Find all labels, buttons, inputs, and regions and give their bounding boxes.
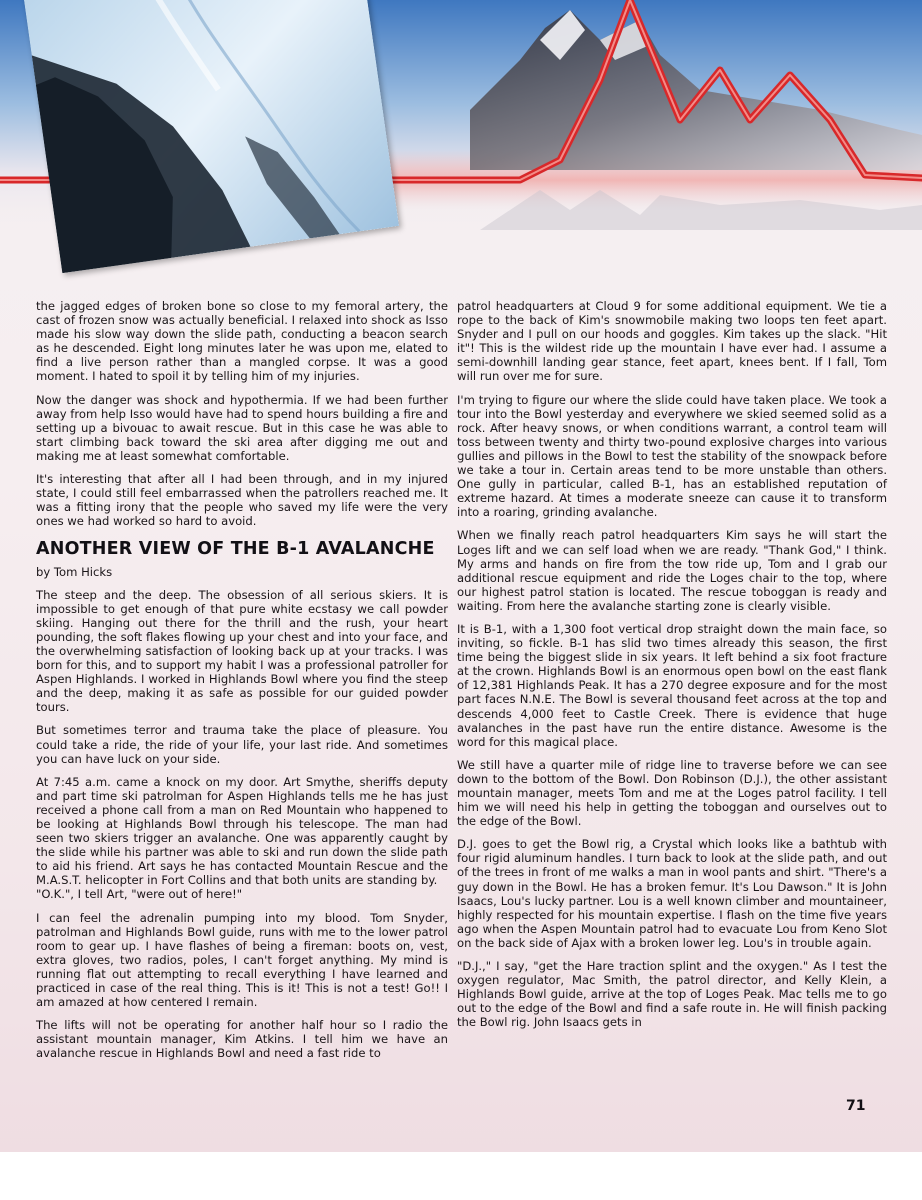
photo-illustration bbox=[22, 0, 399, 273]
story-paragraph: patrol headquarters at Cloud 9 for some additional equipment. We tie a rope to the back of Kim's snowmobile making two loops ten feet apart. Snyder and I pull on our hoods and goggles. Kim takes up the slack. "Hit it"! This is the wildest ride up the mountain I have ever had. I assume a semi-downhill landing gear stance, feet apart, knees bent. If I fall, Tom will run over me for sure. bbox=[457, 299, 887, 384]
story-quote: "O.K.", I tell Art, "were out of here!" bbox=[36, 887, 243, 902]
scan-margin bbox=[0, 1152, 922, 1200]
intro-paragraph: It's interesting that after all I had been through, and in my injured state, I could still feel embarrassed when the patrollers reached me. It was a fitting irony that the people who saved my life were the very ones we had worked so hard to avoid. bbox=[36, 472, 448, 529]
intro-paragraph: Now the danger was shock and hypothermia. If we had been further away from help Isso would have had to spend hours building a fire and setting up a bivouac to await rescue. But in this case he was able to start climbing back toward the ski area after digging me out and making me at least somewhat comfortable. bbox=[36, 392, 448, 463]
page-number: 71 bbox=[846, 1098, 866, 1114]
story-paragraph: We still have a quarter mile of ridge line to traverse before we can see down to the bottom of the Bowl. Don Robinson (D.J.), the other assistant mountain manager, meets Tom and me at the Loges patrol facility. I tell him we will need his help in getting the toboggan and ourselves out to the edge of the Bowl. bbox=[457, 757, 887, 829]
story-paragraph: When we finally reach patrol headquarters Kim says he will start the Loges lift and we can self load when we are ready. "Thank God," I think. My arms and hands on fire from the tow ride up, Tom and I grab our additional rescue equipment and ride the Loges chair to the top, where our highest patrol station is located. The rescue toboggan is ready and waiting. From here the avalanche starting zone is clearly visible. bbox=[457, 528, 887, 613]
story-paragraph: But sometimes terror and trauma take the place of pleasure. You could take a ride, the ride of your life, your last ride. And sometimes you can have luck on your side. bbox=[36, 723, 448, 766]
story-paragraph: D.J. goes to get the Bowl rig, a Crystal which looks like a bathtub with four rigid aluminum handles. I turn back to look at the slide path, and out of the trees in front of me walks a man in wool pants and shirt. "There's a guy down in the Bowl. He has a broken femur. It's Lou Dawson." It is John Isaacs, Lou's lucky partner. Lou is a well known climber and mountaineer, highly respected for his mountain expertise. I flash on the time five years ago when the Aspen Mountain patrol had to evacuate Lou from Keno Slot on the back side of Ajax with a broken lower leg. Lou's in trouble again. bbox=[457, 837, 887, 950]
story-paragraph: "D.J.," I say, "get the Hare traction splint and the oxygen." As I test the oxygen regulator, Mac Smith, the patrol director, and Kelly Klein, a Highlands Bowl guide, arrive at the top of Loges Peak. Mac tells me to go out to the edge of the Bowl and find a safe route in. He will finish packing the Bowl rig. John Isaacs gets in bbox=[457, 959, 887, 1030]
story-paragraph: At 7:45 a.m. came a knock on my door. Art Smythe, sheriffs deputy and part time ski patrolman for Aspen Highlands tells me he has just received a phone call from a man on Red Mountain who happened to be looking at Highlands Bowl through his telescope. The man had seen two skiers trigger an avalanche. One was apparently caught by the slide while his partner was able to ski and run down the slide path to aid his friend. Art says he has contacted Mountain Rescue and the M.A.S.T. helicopter in Fort Collins and that both units are standing by. bbox=[36, 774, 448, 888]
story-paragraph: I'm trying to figure our where the slide could have taken place. We took a tour into the Bowl yesterday and everywhere we skied seemed solid as a rock. After heavy snows, or when conditions warrant, a control team will toss between twenty and thirty two-pound explosive charges into various gullies and pillows in the Bowl to test the stability of the snowpack before we take a tour in. Certain areas tend to be more unstable than others. One gully in particular, called B-1, has an established reputation of extreme hazard. At times a moderate sneeze can cause it to transform into a roaring, grinding avalanche. bbox=[457, 392, 887, 520]
story-paragraph: It is B-1, with a 1,300 foot vertical drop straight down the main face, so inviting, so fickle. B-1 has slid two times already this season, the first time being the biggest slide in six years. It left behind a six foot fracture at the crown. Highlands Bowl is an enormous open bowl on the east flank of 12,381 Highlands Peak. It has a 270 degree exposure and for the most part faces N.N.E. The Bowl is several thousand feet across at the top and descends 4,000 feet to Castle Creek. There is evidence that huge avalanches in the past have run the entire distance. Awesome is the word for this magical place. bbox=[457, 621, 887, 749]
story-paragraph: The lifts will not be operating for another half hour so I radio the assistant mountain manager, Kim Atkins. I tell him we have an avalanche rescue in Highlands Bowl and need a fast ride to bbox=[36, 1018, 448, 1061]
article-headline: ANOTHER VIEW OF THE B-1 AVALANCHE bbox=[36, 539, 435, 560]
right-column bbox=[457, 299, 887, 1039]
left-column bbox=[36, 299, 448, 1070]
story-paragraph: The steep and the deep. The obsession of all serious skiers. It is impossible to get enough of that pure white ecstasy we call powder skiing. Hanging out there for the thrill and the rush, your heart pounding, the soft flakes flowing up your chest and into your face, and the overwhelming satisfaction of looking back up at your tracks. I was born for this, and to support my habit I was a professional patroller for Aspen Highlands. I worked in Highlands Bowl where you find the steep and the deep, making it as safe as possible for our guided powder tours. bbox=[36, 587, 448, 715]
story-paragraph: I can feel the adrenalin pumping into my blood. Tom Snyder, patrolman and Highlands Bowl guide, runs with me to the lower patrol room to gear up. I have flashes of being a fireman: boots on, vest, extra gloves, two radios, poles, I can't forget anything. My mind is running flat out attempting to recall everything I have learned and practiced in case of the real thing. This is it! This is not a test! Go!! I am amazed at how centered I remain. bbox=[36, 910, 448, 1010]
intro-paragraph: the jagged edges of broken bone so close to my femoral artery, the cast of frozen snow was actually beneficial. I relaxed into shock as Isso made his slow way down the slide path, conducting a beacon search as he descended. Eight long minutes later he was upon me, elated to find a live person rather than a mangled corpse. It was a good moment. I hated to spoil it by telling him of my injuries. bbox=[36, 299, 448, 384]
article-byline: by Tom Hicks bbox=[36, 564, 113, 579]
avalanche-slope-photo bbox=[22, 0, 399, 273]
